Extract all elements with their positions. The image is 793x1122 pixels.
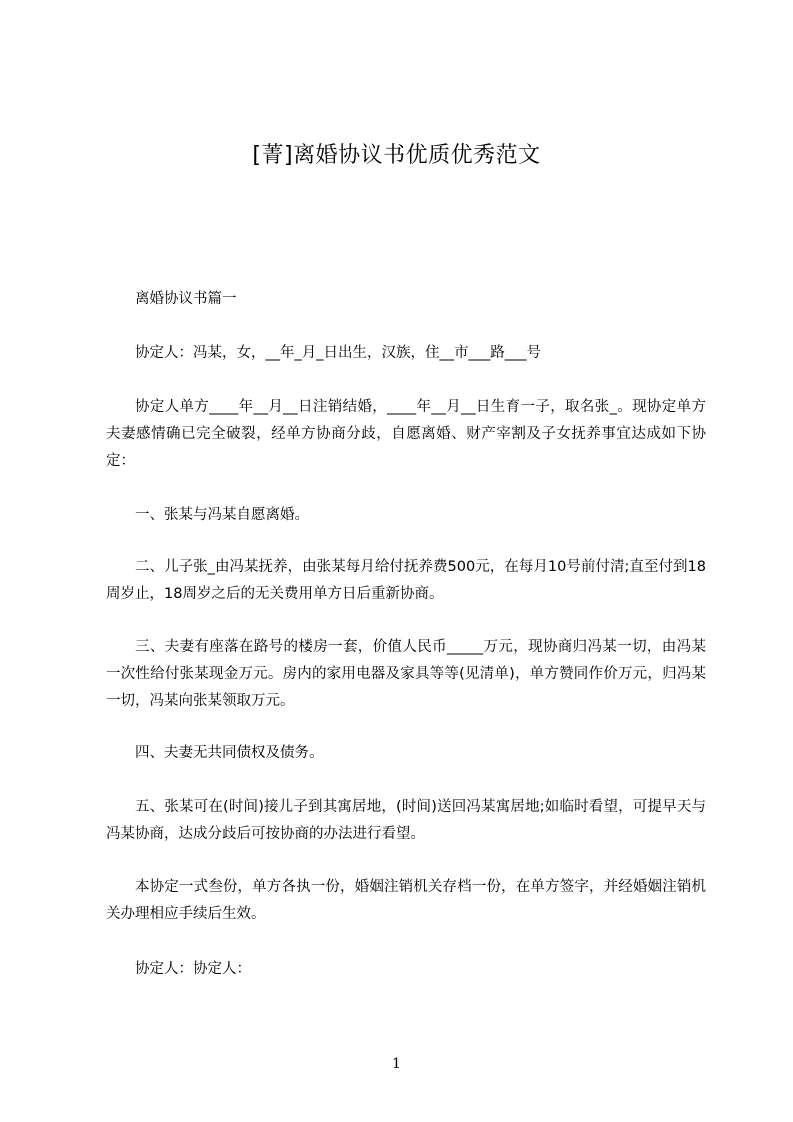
clause-1-paragraph: 一、张某与冯某自愿离婚。 [135,507,309,523]
page-number: 1 [392,1056,401,1072]
clause-4-paragraph: 四、夫妻无共同债权及债务。 [135,745,324,761]
signature-line: 协定人：协定人： [135,961,251,977]
section-heading: 离婚协议书篇一 [135,291,237,307]
clause-3-paragraph: 三、夫妻有座落在路号的楼房一套，价值人民币_____万元，现协商归冯某一切，由冯某一次性给付张某现金万元。房内的家用电器及家具等等(见清单)，单方赞同作价万元，归冯某一切，冯某向张某领取万元。 [106,639,706,709]
validity-paragraph: 本协定一式叁份，单方各执一份，婚姻注销机关存档一份，在单方签字，并经婚姻注销机关办理相应手续后生效。 [106,879,706,922]
clause-2-paragraph: 二、儿子张_由冯某抚养，由张某每月给付抚养费500元，在每月10号前付清;直至付到18周岁止，18周岁之后的无关费用单方日后重新协商。 [106,559,706,602]
document-title: [菁]离婚协议书优质优秀范文 [252,143,541,168]
intro-paragraph: 协定人单方____年__月__日注销结婚，____年__月__日生育一子，取名张_。现协定单方夫妻感情确已完全破裂，经单方协商分歧，自愿离婚、财产宰割及子女抚养事宜达成如下协定： [106,399,706,469]
party-info-paragraph: 协定人：冯某，女，__年_月_日出生，汉族，住__市___路___号 [135,345,541,361]
clause-5-paragraph: 五、张某可在(时间)接儿子到其寓居地，(时间)送回冯某寓居地;如临时看望，可提早天与冯某协商，达成分歧后可按协商的办法进行看望。 [106,799,706,842]
